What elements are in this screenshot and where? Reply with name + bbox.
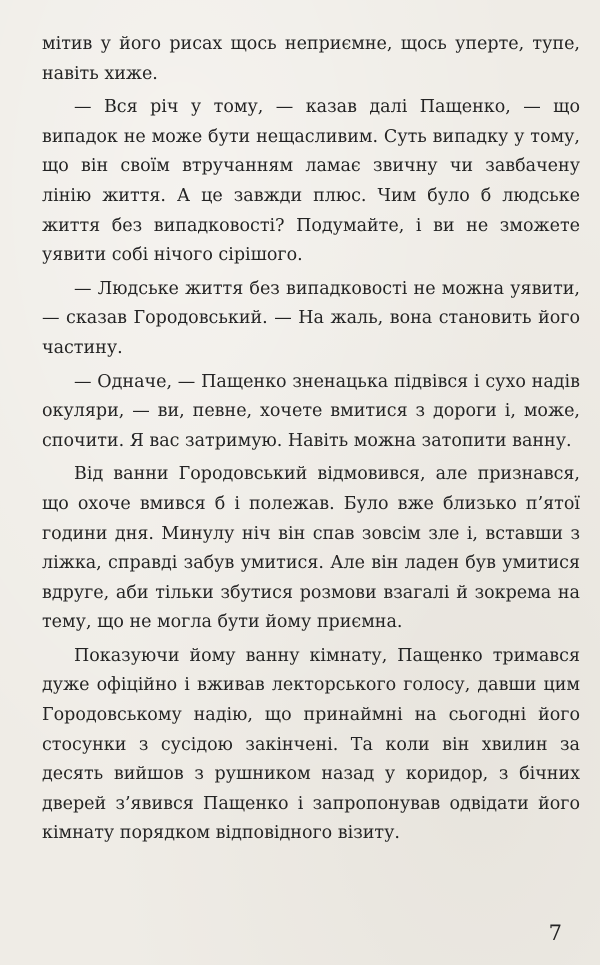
- page-number: 7: [548, 921, 562, 945]
- body-text: [42, 30, 580, 849]
- paragraph-continuation: мітив у його рисах щось неприємне, щось уперте, тупе, навіть хиже.: [42, 34, 580, 84]
- paragraph-narration-corridor: Показуючи йому ванну кімнату, Пащенко тримався дуже офіційно і вживав лекторського голосу, давши цим Городовському надію, що принаймні на сьогодні його стосунки з сусідою закінчені. Та коли він хвилин за десять вийшов з рушником назад у коридор, з бічних дверей з’явився Пащенко і запропонував одвідати його кімнату порядком відповідного візиту.: [42, 645, 580, 844]
- paragraph-dialogue-gorodovsky: — Людське життя без випадковості не можна уявити, — сказав Городовський. — На жаль, вона становить його частину.: [42, 278, 580, 358]
- paragraph-dialogue-pashchenko: — Вся річ у тому, — казав далі Пащенко, — що випадок не може бути нещасливим. Суть випадку у тому, що він своїм втручанням ламає звичну чи завбачену лінію життя. А це завжди плюс. Чим було б людське життя без випадковості? Подумайте, і ви не зможете уявити собі нічого сірішого.: [42, 97, 580, 266]
- paragraph-narration-bath: Від ванни Городовський відмовився, але признався, що охоче вмився б і полежав. Було вже близько п’ятої години дня. Минулу ніч він спав зовсім зле і, вставши з ліжка, справді забув умитися. Але він ладен був умитися вдруге, аби тільки збутися розмови взагалі й зокрема на тему, що не могла бути йому приємна.: [42, 464, 580, 633]
- paragraph-dialogue-glasses: — Одначе, — Пащенко зненацька підвівся і сухо надів окуляри, — ви, певне, хочете вмитися з дороги і, може, спочити. Я вас затримую. Навіть можна затопити ванну.: [42, 371, 580, 451]
